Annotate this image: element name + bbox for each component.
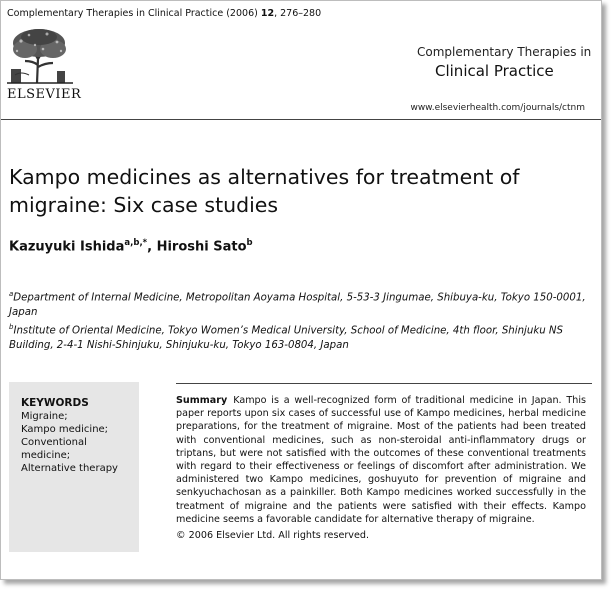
journal-url-link[interactable]: www.elsevierhealth.com/journals/ctnm [410, 103, 585, 113]
journal-title-line1: Complementary Therapies in [417, 45, 592, 59]
affiliations [9, 287, 599, 354]
author-name[interactable]: Hiroshi Sato [156, 239, 247, 255]
citation-volume: 12 [260, 8, 275, 19]
affiliation-text: Institute of Oriental Medicine, Tokyo Women’s Medical University, School of Medicine, 4th floor, Shinjuku NS Building, 2-4-1 Nishi-Shinjuku, Shinjuku-ku, Tokyo 163-0804, Japan [9, 325, 564, 352]
keywords-heading: KEYWORDS [21, 397, 89, 409]
author-affiliation-marker[interactable]: a,b,* [124, 238, 148, 248]
affiliation-a [9, 287, 599, 320]
author-affiliation-marker[interactable]: b [246, 238, 253, 248]
keyword-item: Migraine; [21, 411, 68, 422]
author-list [9, 238, 253, 254]
keyword-item: Alternative therapy [21, 463, 118, 474]
citation-journal: Complementary Therapies in Clinical Practice (2006) [7, 8, 258, 19]
keyword-item: Kampo medicine; [21, 424, 109, 435]
abstract-divider [176, 383, 592, 384]
abstract-text: Kampo is a well-recognized form of traditional medicine in Japan. This paper reports upon six cases of successful use of Kampo medicines, herbal medicine preparations, for the treatment of migraine. Most of the patients had been treated with conventional medicines, such as non-steroidal anti-inflammatory drugs or triptans, but were not satisfied with the outcomes of these conventional treatments with regard to their effectiveness or feelings of discomfort after administration. We administered two Kampo medicines, goshuyuto for prevention of migraine and senkyuchachosan as a painkiller. Both Kampo medicines worked successfully in the treatment of migraine and the patients were satisfied with their effects. Kampo medicine seems a favorable candidate for alternative therapy of migraine. [176, 395, 586, 525]
affiliation-b [9, 320, 599, 353]
publisher-name: ELSEVIER [7, 87, 82, 102]
abstract-lead: Summary [176, 395, 228, 406]
citation-line [7, 8, 321, 19]
affiliation-marker: a [9, 290, 14, 298]
copyright-notice: © 2006 Elsevier Ltd. All rights reserved. [176, 530, 370, 541]
journal-masthead [417, 45, 597, 80]
abstract [176, 394, 586, 526]
affiliation-marker: b [9, 323, 14, 332]
keyword-item: Conventional medicine; [21, 437, 87, 461]
journal-title-line2: Clinical Practice [435, 62, 554, 80]
affiliation-text: Department of Internal Medicine, Metropolitan Aoyama Hospital, 5-53-3 Jingumae, Shibuya-ku, Tokyo 150-0001, Japan [9, 292, 586, 318]
citation-pages: , 276–280 [274, 8, 322, 19]
author-separator: , [147, 239, 157, 255]
keywords-box [9, 382, 139, 552]
author-name[interactable]: Kazuyuki Ishida [9, 239, 125, 255]
article-title: Kampo medicines as alternatives for treatment of migraine: Six case studies [9, 165, 520, 217]
header-divider [1, 119, 601, 120]
